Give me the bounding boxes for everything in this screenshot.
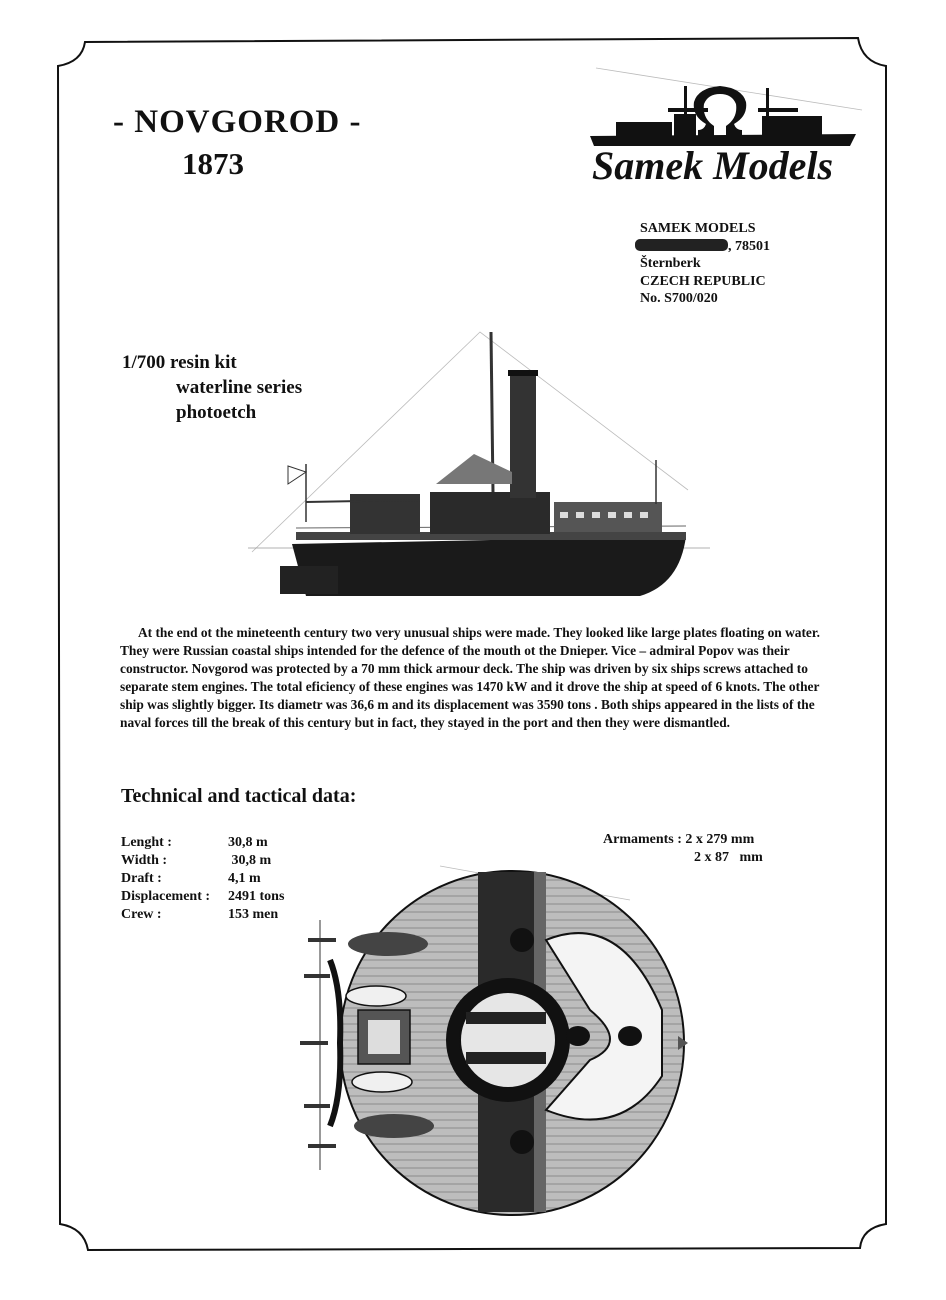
armaments-label: Armaments : [603, 832, 682, 847]
spec-value: 4,1 m [228, 871, 261, 886]
spec-row-length [121, 834, 284, 852]
samek-logo-ship-icon [586, 64, 868, 154]
spec-value: 153 men [228, 907, 279, 922]
spec-label: Displacement : [121, 889, 211, 904]
spec-value: 30,8 m [228, 835, 268, 850]
spec-row-draft [121, 870, 284, 888]
redacted-street-mark [635, 239, 728, 251]
address-company: SAMEK MODELS [640, 221, 756, 236]
kit-scale: 1/700 resin kit [122, 352, 237, 373]
address-postal: , 78501 [728, 238, 770, 254]
catalog-number: No. S700/020 [640, 291, 718, 306]
history-description [120, 624, 820, 732]
kit-series: waterline series [176, 377, 303, 398]
armaments-line-1 [603, 831, 763, 849]
logo-text: Samek Models [592, 143, 834, 188]
address-street [640, 238, 770, 256]
spec-table [121, 834, 284, 924]
armament-secondary: 2 x 87 mm [694, 850, 763, 865]
spec-row-crew [121, 906, 284, 924]
page-year: 1873 [182, 146, 244, 181]
address-country: CZECH REPUBLIC [640, 273, 766, 289]
spec-label: Width : [121, 853, 168, 868]
page-title: - NOVGOROD - [113, 104, 362, 140]
spec-value: 30,8 m [228, 853, 272, 868]
ship-top-view-illustration [290, 860, 690, 1220]
technical-heading: Technical and tactical data: [121, 785, 357, 807]
spec-label: Lenght : [121, 835, 172, 850]
spec-value: 2491 tons [228, 889, 285, 904]
spec-row-displacement [121, 888, 284, 906]
kit-photoetch: photoetch [176, 402, 257, 423]
spec-row-width [121, 852, 284, 870]
spec-label: Draft : [121, 871, 162, 886]
spec-label: Crew : [121, 907, 162, 922]
description-text: At the end ot the mineteenth century two very unusual ships were made. They looked like large plates floating on water. They were Russian coastal ships intended for the defence of the mouth ot the Dnieper. Vice – admiral Popov was their constructor. Novgorod was protected by a 70 mm thick armour deck. The ship was driven by six ships screws attached to separate stem engines. The total eficiency of these engines was 1470 kW and it drove the ship at speed of 6 knots. The other ship was slightly bigger. Its diametr was 36,6 m and its displacement was 3590 tons . Both ships appeared in the lists of the naval forces till the break of this century but in fact, they stayed in the port and then they were dismantled. [120, 625, 820, 730]
armament-main: 2 x 279 mm [685, 832, 755, 847]
address-block [640, 220, 770, 308]
ship-side-view-illustration [240, 322, 720, 602]
address-city: Šternberk [640, 256, 701, 271]
